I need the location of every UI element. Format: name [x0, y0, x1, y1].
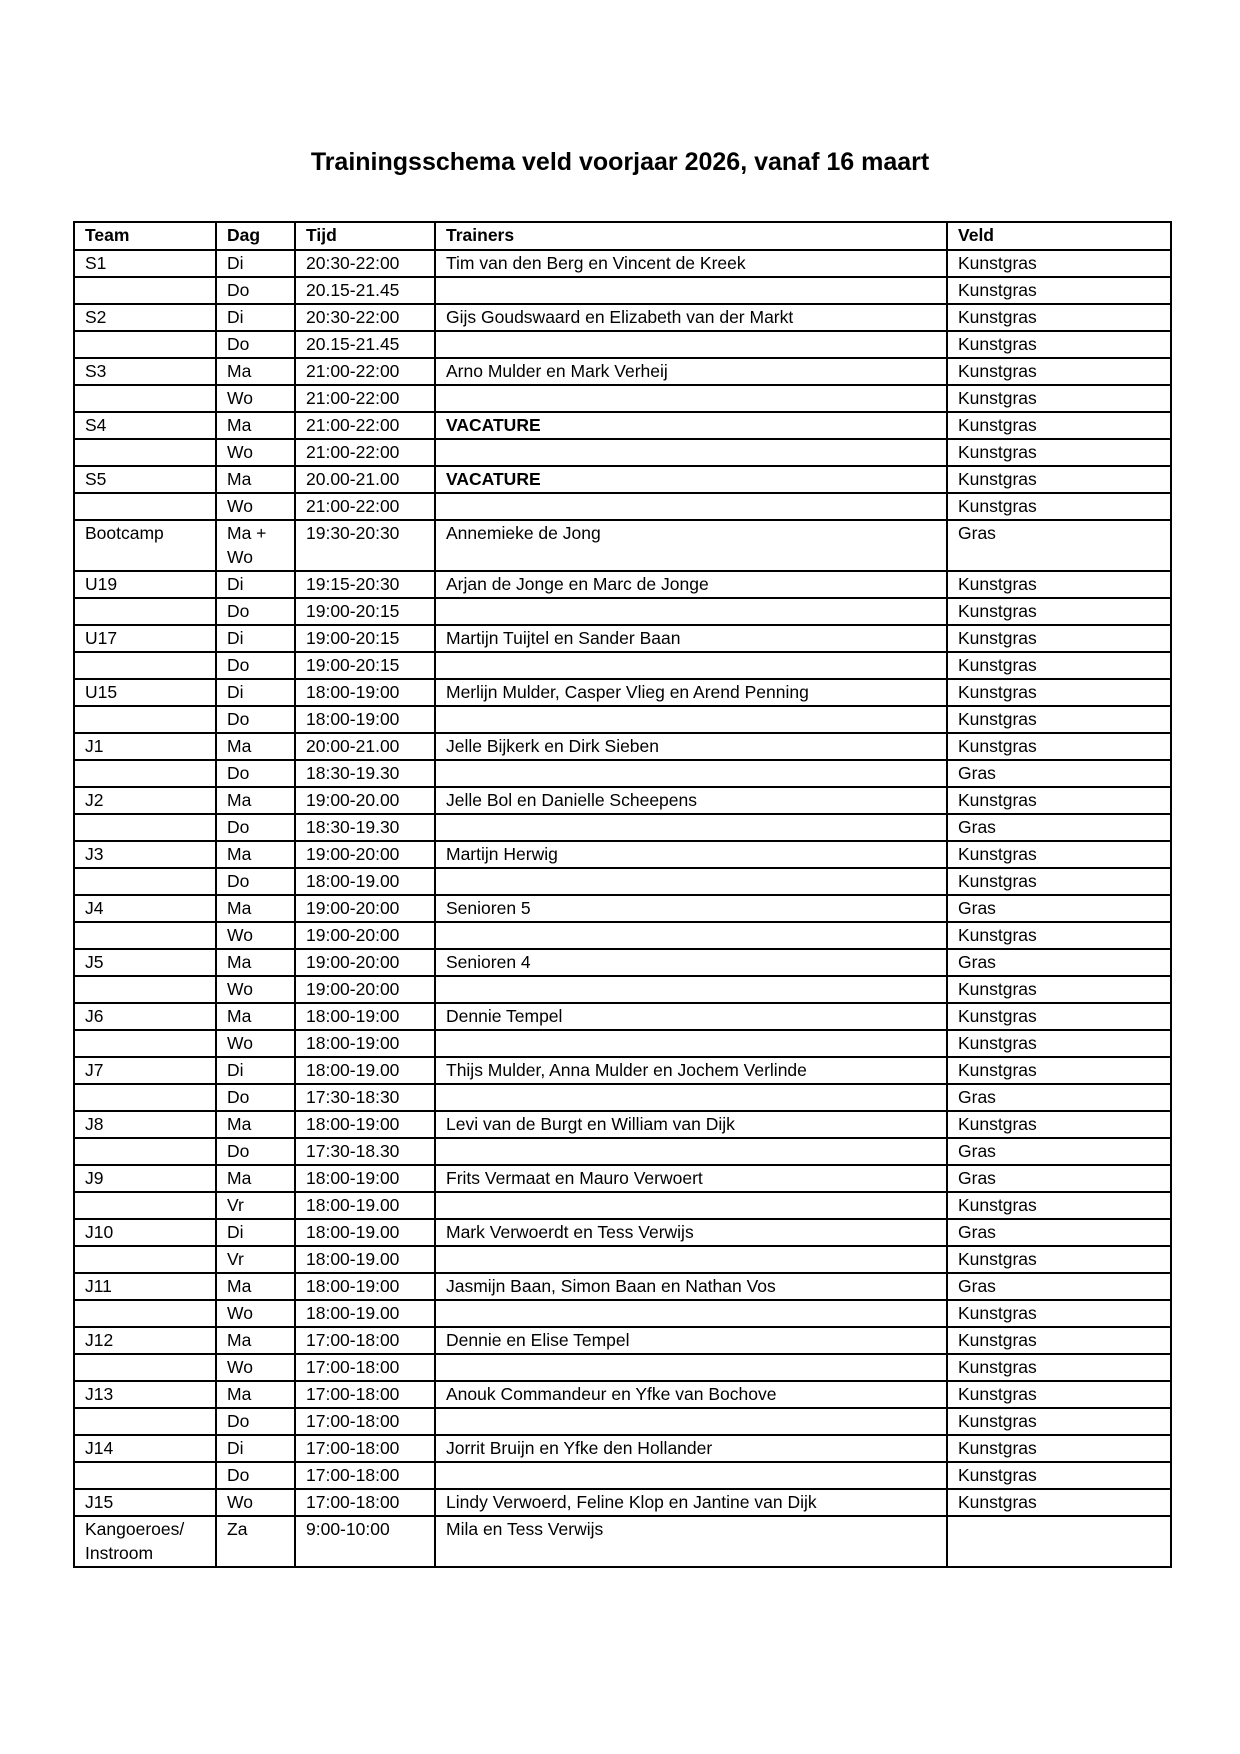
cell-veld: Kunstgras [947, 1300, 1171, 1327]
table-row [74, 520, 1171, 571]
cell-tijd: 19:00-20:00 [295, 949, 435, 976]
cell-veld: Kunstgras [947, 652, 1171, 679]
cell-team: Bootcamp [74, 520, 216, 571]
cell-trainers: Senioren 5 [435, 895, 947, 922]
cell-veld: Gras [947, 1084, 1171, 1111]
cell-veld: Kunstgras [947, 1435, 1171, 1462]
cell-veld: Kunstgras [947, 571, 1171, 598]
cell-trainers [435, 598, 947, 625]
cell-veld: Kunstgras [947, 250, 1171, 277]
cell-trainers: VACATURE [435, 466, 947, 493]
cell-veld: Kunstgras [947, 1408, 1171, 1435]
cell-dag: Wo [216, 1030, 295, 1057]
cell-dag: Wo [216, 1489, 295, 1516]
header-trainers: Trainers [435, 222, 947, 250]
cell-trainers [435, 1408, 947, 1435]
table-row [74, 358, 1171, 385]
cell-dag: Do [216, 652, 295, 679]
cell-veld: Kunstgras [947, 976, 1171, 1003]
cell-dag: Wo [216, 1354, 295, 1381]
header-team: Team [74, 222, 216, 250]
table-row [74, 787, 1171, 814]
cell-veld: Kunstgras [947, 1354, 1171, 1381]
table-row [74, 1219, 1171, 1246]
cell-dag: Di [216, 1219, 295, 1246]
cell-trainers [435, 1354, 947, 1381]
cell-dag: Do [216, 1084, 295, 1111]
cell-trainers: Jasmijn Baan, Simon Baan en Nathan Vos [435, 1273, 947, 1300]
cell-team: U15 [74, 679, 216, 706]
cell-tijd: 18:00-19.00 [295, 868, 435, 895]
table-row [74, 439, 1171, 466]
cell-trainers: Merlijn Mulder, Casper Vlieg en Arend Penning [435, 679, 947, 706]
cell-team: U19 [74, 571, 216, 598]
table-row [74, 949, 1171, 976]
cell-trainers: Jelle Bol en Danielle Scheepens [435, 787, 947, 814]
cell-tijd: 9:00-10:00 [295, 1516, 435, 1567]
cell-trainers: VACATURE [435, 412, 947, 439]
cell-veld: Kunstgras [947, 331, 1171, 358]
table-row [74, 868, 1171, 895]
cell-trainers [435, 439, 947, 466]
cell-tijd: 20.15-21.45 [295, 277, 435, 304]
cell-veld: Gras [947, 760, 1171, 787]
header-dag: Dag [216, 222, 295, 250]
cell-dag: Di [216, 679, 295, 706]
cell-dag: Di [216, 304, 295, 331]
header-veld: Veld [947, 222, 1171, 250]
cell-tijd: 20:30-22:00 [295, 250, 435, 277]
table-row [74, 652, 1171, 679]
cell-team: J13 [74, 1381, 216, 1408]
cell-trainers: Martijn Herwig [435, 841, 947, 868]
cell-veld: Kunstgras [947, 493, 1171, 520]
cell-tijd: 18:00-19.00 [295, 1057, 435, 1084]
cell-tijd: 19:00-20:00 [295, 976, 435, 1003]
cell-team: J5 [74, 949, 216, 976]
cell-tijd: 18:30-19.30 [295, 814, 435, 841]
cell-dag: Ma + Wo [216, 520, 295, 571]
cell-team [74, 1138, 216, 1165]
cell-team: J7 [74, 1057, 216, 1084]
cell-trainers [435, 922, 947, 949]
table-row [74, 1381, 1171, 1408]
table-row [74, 331, 1171, 358]
cell-team: J14 [74, 1435, 216, 1462]
cell-veld: Kunstgras [947, 1003, 1171, 1030]
cell-veld: Kunstgras [947, 358, 1171, 385]
table-row [74, 1273, 1171, 1300]
cell-veld: Kunstgras [947, 733, 1171, 760]
cell-veld: Kunstgras [947, 706, 1171, 733]
cell-trainers [435, 706, 947, 733]
cell-team: J2 [74, 787, 216, 814]
cell-trainers [435, 331, 947, 358]
cell-team: U17 [74, 625, 216, 652]
cell-team: J8 [74, 1111, 216, 1138]
table-row [74, 679, 1171, 706]
cell-team [74, 1408, 216, 1435]
cell-dag: Ma [216, 1381, 295, 1408]
cell-veld: Gras [947, 1273, 1171, 1300]
cell-team: J12 [74, 1327, 216, 1354]
cell-trainers [435, 1192, 947, 1219]
cell-team: J15 [74, 1489, 216, 1516]
cell-tijd: 18:00-19:00 [295, 1165, 435, 1192]
cell-dag: Wo [216, 922, 295, 949]
cell-dag: Wo [216, 439, 295, 466]
cell-team [74, 598, 216, 625]
table-row [74, 304, 1171, 331]
cell-dag: Do [216, 1138, 295, 1165]
cell-dag: Ma [216, 1165, 295, 1192]
cell-dag: Di [216, 1057, 295, 1084]
table-row [74, 385, 1171, 412]
cell-team [74, 814, 216, 841]
cell-trainers: Thijs Mulder, Anna Mulder en Jochem Verlinde [435, 1057, 947, 1084]
cell-dag: Do [216, 1408, 295, 1435]
cell-team: J10 [74, 1219, 216, 1246]
cell-tijd: 18:00-19:00 [295, 1273, 435, 1300]
cell-trainers [435, 976, 947, 1003]
cell-trainers: Jelle Bijkerk en Dirk Sieben [435, 733, 947, 760]
table-row [74, 1327, 1171, 1354]
cell-team [74, 1030, 216, 1057]
table-row [74, 1408, 1171, 1435]
cell-veld: Gras [947, 895, 1171, 922]
cell-tijd: 20.00-21.00 [295, 466, 435, 493]
table-row [74, 1003, 1171, 1030]
cell-veld: Kunstgras [947, 385, 1171, 412]
cell-tijd: 20:00-21.00 [295, 733, 435, 760]
table-row [74, 1300, 1171, 1327]
cell-trainers: Anouk Commandeur en Yfke van Bochove [435, 1381, 947, 1408]
cell-veld: Kunstgras [947, 304, 1171, 331]
cell-dag: Do [216, 760, 295, 787]
table-row [74, 625, 1171, 652]
cell-tijd: 19:00-20:00 [295, 922, 435, 949]
cell-veld: Kunstgras [947, 466, 1171, 493]
cell-tijd: 18:00-19:00 [295, 1111, 435, 1138]
cell-tijd: 19:30-20:30 [295, 520, 435, 571]
cell-tijd: 17:00-18:00 [295, 1435, 435, 1462]
cell-veld: Gras [947, 949, 1171, 976]
cell-team [74, 1192, 216, 1219]
cell-trainers [435, 1462, 947, 1489]
table-row [74, 1516, 1171, 1567]
cell-dag: Do [216, 598, 295, 625]
cell-dag: Vr [216, 1192, 295, 1219]
cell-dag: Wo [216, 493, 295, 520]
cell-tijd: 17:00-18:00 [295, 1408, 435, 1435]
cell-team [74, 493, 216, 520]
cell-dag: Ma [216, 1003, 295, 1030]
cell-tijd: 21:00-22:00 [295, 385, 435, 412]
cell-dag: Ma [216, 733, 295, 760]
cell-tijd: 21:00-22:00 [295, 493, 435, 520]
cell-veld: Kunstgras [947, 787, 1171, 814]
cell-dag: Ma [216, 895, 295, 922]
cell-dag: Ma [216, 1273, 295, 1300]
table-row [74, 1057, 1171, 1084]
cell-tijd: 21:00-22:00 [295, 439, 435, 466]
cell-tijd: 17:00-18:00 [295, 1327, 435, 1354]
cell-veld: Kunstgras [947, 1030, 1171, 1057]
cell-trainers [435, 760, 947, 787]
cell-veld: Kunstgras [947, 868, 1171, 895]
cell-trainers [435, 652, 947, 679]
page-title: Trainingsschema veld voorjaar 2026, vanaf 16 maart [310, 148, 930, 176]
cell-team [74, 277, 216, 304]
cell-tijd: 18:00-19:00 [295, 706, 435, 733]
cell-veld: Gras [947, 1138, 1171, 1165]
cell-dag: Do [216, 1462, 295, 1489]
cell-veld: Kunstgras [947, 439, 1171, 466]
cell-veld: Kunstgras [947, 1462, 1171, 1489]
cell-team [74, 1462, 216, 1489]
cell-dag: Ma [216, 787, 295, 814]
cell-tijd: 18:00-19.00 [295, 1246, 435, 1273]
table-row [74, 1111, 1171, 1138]
table-row [74, 706, 1171, 733]
table-row [74, 1462, 1171, 1489]
cell-tijd: 17:00-18:00 [295, 1489, 435, 1516]
cell-team [74, 1246, 216, 1273]
table-row [74, 1246, 1171, 1273]
cell-veld [947, 1516, 1171, 1567]
table-row [74, 976, 1171, 1003]
cell-team [74, 922, 216, 949]
table-header-row [74, 222, 1171, 250]
cell-dag: Di [216, 1435, 295, 1462]
cell-dag: Ma [216, 949, 295, 976]
table-row [74, 1084, 1171, 1111]
cell-tijd: 18:00-19:00 [295, 679, 435, 706]
cell-tijd: 18:00-19:00 [295, 1030, 435, 1057]
cell-trainers [435, 814, 947, 841]
table-row [74, 598, 1171, 625]
table-row [74, 760, 1171, 787]
table-row [74, 1354, 1171, 1381]
cell-tijd: 18:00-19.00 [295, 1300, 435, 1327]
cell-team [74, 1300, 216, 1327]
cell-trainers [435, 1246, 947, 1273]
cell-team [74, 976, 216, 1003]
table-row [74, 733, 1171, 760]
cell-dag: Do [216, 868, 295, 895]
cell-veld: Kunstgras [947, 1489, 1171, 1516]
cell-dag: Vr [216, 1246, 295, 1273]
cell-trainers: Arjan de Jonge en Marc de Jonge [435, 571, 947, 598]
cell-trainers: Jorrit Bruijn en Yfke den Hollander [435, 1435, 947, 1462]
cell-trainers: Dennie en Elise Tempel [435, 1327, 947, 1354]
cell-team: J1 [74, 733, 216, 760]
cell-tijd: 21:00-22:00 [295, 412, 435, 439]
cell-tijd: 19:00-20:15 [295, 598, 435, 625]
cell-tijd: 17:30-18:30 [295, 1084, 435, 1111]
cell-dag: Ma [216, 1111, 295, 1138]
cell-tijd: 19:00-20:15 [295, 652, 435, 679]
cell-trainers [435, 277, 947, 304]
cell-dag: Do [216, 706, 295, 733]
table-row [74, 1165, 1171, 1192]
cell-veld: Kunstgras [947, 1057, 1171, 1084]
cell-tijd: 19:00-20:00 [295, 895, 435, 922]
table-row [74, 277, 1171, 304]
cell-dag: Di [216, 625, 295, 652]
cell-tijd: 18:30-19.30 [295, 760, 435, 787]
cell-team: Kangoeroes/ Instroom [74, 1516, 216, 1567]
cell-trainers: Mark Verwoerdt en Tess Verwijs [435, 1219, 947, 1246]
cell-trainers: Frits Vermaat en Mauro Verwoert [435, 1165, 947, 1192]
cell-team: S2 [74, 304, 216, 331]
cell-tijd: 19:00-20:00 [295, 841, 435, 868]
table-row [74, 922, 1171, 949]
cell-tijd: 20.15-21.45 [295, 331, 435, 358]
table-row [74, 1030, 1171, 1057]
cell-veld: Kunstgras [947, 922, 1171, 949]
cell-team: J11 [74, 1273, 216, 1300]
cell-team [74, 706, 216, 733]
cell-trainers: Tim van den Berg en Vincent de Kreek [435, 250, 947, 277]
cell-veld: Kunstgras [947, 1192, 1171, 1219]
table-row [74, 571, 1171, 598]
cell-trainers [435, 1300, 947, 1327]
cell-dag: Do [216, 331, 295, 358]
cell-tijd: 19:15-20:30 [295, 571, 435, 598]
cell-dag: Ma [216, 412, 295, 439]
cell-team: S4 [74, 412, 216, 439]
table-row [74, 412, 1171, 439]
cell-veld: Gras [947, 1219, 1171, 1246]
cell-trainers: Annemieke de Jong [435, 520, 947, 571]
cell-dag: Ma [216, 466, 295, 493]
cell-team [74, 652, 216, 679]
cell-veld: Kunstgras [947, 841, 1171, 868]
cell-team: J3 [74, 841, 216, 868]
table-row [74, 1435, 1171, 1462]
cell-tijd: 20:30-22:00 [295, 304, 435, 331]
cell-team [74, 1084, 216, 1111]
table-row [74, 814, 1171, 841]
cell-trainers: Mila en Tess Verwijs [435, 1516, 947, 1567]
cell-dag: Ma [216, 1327, 295, 1354]
cell-tijd: 17:00-18:00 [295, 1381, 435, 1408]
cell-veld: Kunstgras [947, 679, 1171, 706]
cell-trainers [435, 493, 947, 520]
cell-tijd: 17:30-18.30 [295, 1138, 435, 1165]
cell-tijd: 18:00-19.00 [295, 1219, 435, 1246]
cell-veld: Kunstgras [947, 412, 1171, 439]
cell-trainers [435, 1084, 947, 1111]
cell-tijd: 18:00-19:00 [295, 1003, 435, 1030]
cell-team: S5 [74, 466, 216, 493]
cell-veld: Gras [947, 1165, 1171, 1192]
cell-veld: Kunstgras [947, 1246, 1171, 1273]
cell-trainers: Lindy Verwoerd, Feline Klop en Jantine van Dijk [435, 1489, 947, 1516]
cell-dag: Ma [216, 358, 295, 385]
cell-tijd: 19:00-20:15 [295, 625, 435, 652]
cell-dag: Wo [216, 1300, 295, 1327]
cell-trainers: Senioren 4 [435, 949, 947, 976]
cell-dag: Wo [216, 385, 295, 412]
cell-team: J9 [74, 1165, 216, 1192]
table-row [74, 250, 1171, 277]
cell-veld: Gras [947, 520, 1171, 571]
table-row [74, 1192, 1171, 1219]
cell-team [74, 385, 216, 412]
cell-dag: Do [216, 277, 295, 304]
cell-team [74, 868, 216, 895]
cell-trainers [435, 1138, 947, 1165]
cell-tijd: 18:00-19.00 [295, 1192, 435, 1219]
table-row [74, 1138, 1171, 1165]
cell-veld: Kunstgras [947, 625, 1171, 652]
cell-tijd: 19:00-20.00 [295, 787, 435, 814]
cell-trainers [435, 1030, 947, 1057]
cell-dag: Wo [216, 976, 295, 1003]
table-row [74, 466, 1171, 493]
cell-dag: Do [216, 814, 295, 841]
cell-team: S1 [74, 250, 216, 277]
table-row [74, 841, 1171, 868]
cell-dag: Di [216, 250, 295, 277]
cell-team: J6 [74, 1003, 216, 1030]
table-row [74, 895, 1171, 922]
cell-tijd: 17:00-18:00 [295, 1462, 435, 1489]
cell-tijd: 21:00-22:00 [295, 358, 435, 385]
cell-dag: Di [216, 571, 295, 598]
cell-dag: Ma [216, 841, 295, 868]
cell-team [74, 331, 216, 358]
cell-veld: Kunstgras [947, 598, 1171, 625]
cell-veld: Kunstgras [947, 1111, 1171, 1138]
cell-veld: Kunstgras [947, 1381, 1171, 1408]
cell-trainers [435, 868, 947, 895]
cell-team [74, 760, 216, 787]
table-row [74, 493, 1171, 520]
cell-dag: Za [216, 1516, 295, 1567]
cell-team [74, 1354, 216, 1381]
cell-team [74, 439, 216, 466]
cell-trainers: Gijs Goudswaard en Elizabeth van der Markt [435, 304, 947, 331]
cell-team: J4 [74, 895, 216, 922]
cell-veld: Kunstgras [947, 1327, 1171, 1354]
cell-team: S3 [74, 358, 216, 385]
training-schedule-table [73, 221, 1172, 1568]
cell-trainers: Arno Mulder en Mark Verheij [435, 358, 947, 385]
cell-trainers [435, 385, 947, 412]
cell-tijd: 17:00-18:00 [295, 1354, 435, 1381]
cell-trainers: Dennie Tempel [435, 1003, 947, 1030]
table-row [74, 1489, 1171, 1516]
header-tijd: Tijd [295, 222, 435, 250]
cell-veld: Gras [947, 814, 1171, 841]
cell-trainers: Martijn Tuijtel en Sander Baan [435, 625, 947, 652]
cell-veld: Kunstgras [947, 277, 1171, 304]
cell-trainers: Levi van de Burgt en William van Dijk [435, 1111, 947, 1138]
